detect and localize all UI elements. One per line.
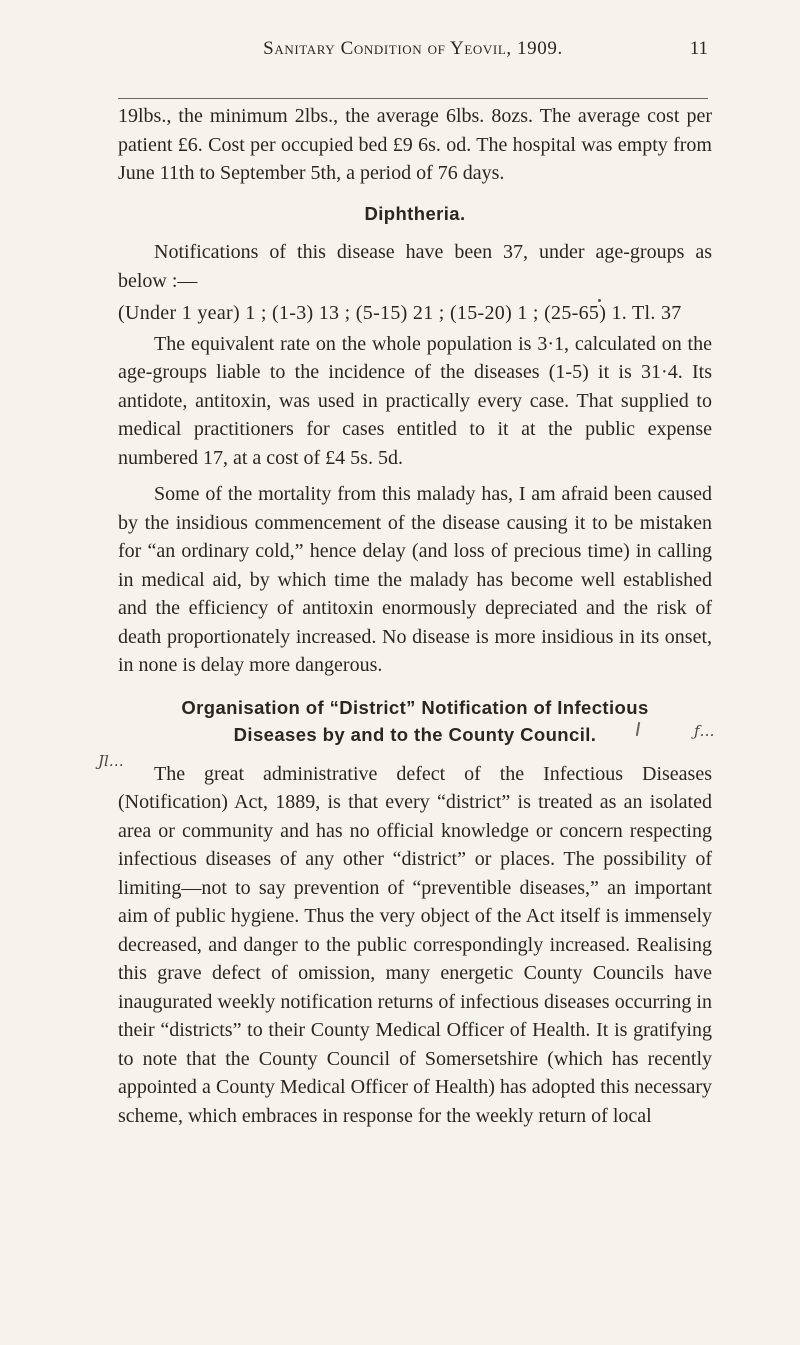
paragraph-hospital-stats: 19lbs., the minimum 2lbs., the average 6lbs. 8ozs. The average cost per patient £6. Cost per occupied bed £9 6s. od. The hospital was empty from June 11th to September 5th, a period of 76 days.	[118, 105, 712, 184]
paragraph-administrative-defect: The great administrative defect of the Infectious Diseases (Notification) Act, 1889, is that every “district” is treated as an isolated area or community and has no official knowledge or concern respecting infectious diseases of any other “district” or places. The possibility of limiting—not to say prevention of “preventible diseases,” an important aim of public hygiene. Thus the very object of the Act itself is immensely decreased, and danger to the public correspondingly increased. Realising this grave defect of omission, many energetic County Councils have inaugurated weekly notification returns of infectious diseases occurring in their “districts” to their County Medical Officer of Health. It is gratifying to note that the County Council of Somersetshire (which has recently appointed a County Medical Officer of Health) has adopted this necessary scheme, which embraces in response for the weekly return of local	[118, 762, 712, 1127]
running-title: Sanitary Condition of Yeovil, 1909.	[263, 38, 563, 59]
heading-organisation-line1: Organisation of “District” Notification of Infectious	[181, 696, 649, 718]
body-text	[118, 94, 712, 1130]
ink-dot-mark	[598, 299, 601, 302]
paragraph-mortality: Some of the mortality from this malady has, I am afraid been caused by the insidious commencement of the disease causing it to be mistaken for “an ordinary cold,” hence delay (and loss of precious time) in calling in medical aid, by which time the malady has become well established and the efficiency of antitoxin enormously depreciated and the risk of death proportionately increased. No disease is more insidious in its onset, in none is delay more dangerous.	[118, 483, 712, 676]
running-head	[118, 38, 708, 68]
page-number: 11	[689, 38, 708, 59]
heading-diphtheria: Diphtheria.	[364, 202, 466, 224]
heading-organisation-line2: Diseases by and to the County Council.	[233, 723, 597, 745]
paragraph-notifications: Notifications of this disease have been 37, under age-groups as below :—	[118, 241, 712, 292]
age-groups-line: (Under 1 year) 1 ; (1-3) 13 ; (5-15) 21 ; (15-20) 1 ; (25-65) 1. Tl. 37	[118, 302, 682, 324]
paragraph-equivalent-rate: The equivalent rate on the whole population is 3·1, calculated on the age-groups liable to the incidence of the diseases (1-5) it is 31·4. Its antidote, antitoxin, was used in practically every case. That supplied to medical practitioners for cases entitled to it at the public expense numbered 17, at a cost of £4 5s. 5d.	[118, 332, 712, 469]
handwritten-margin-note-left: Jl…	[98, 752, 124, 770]
handwritten-margin-note-right: ƒ…	[694, 722, 715, 740]
heading-organisation	[118, 694, 712, 748]
